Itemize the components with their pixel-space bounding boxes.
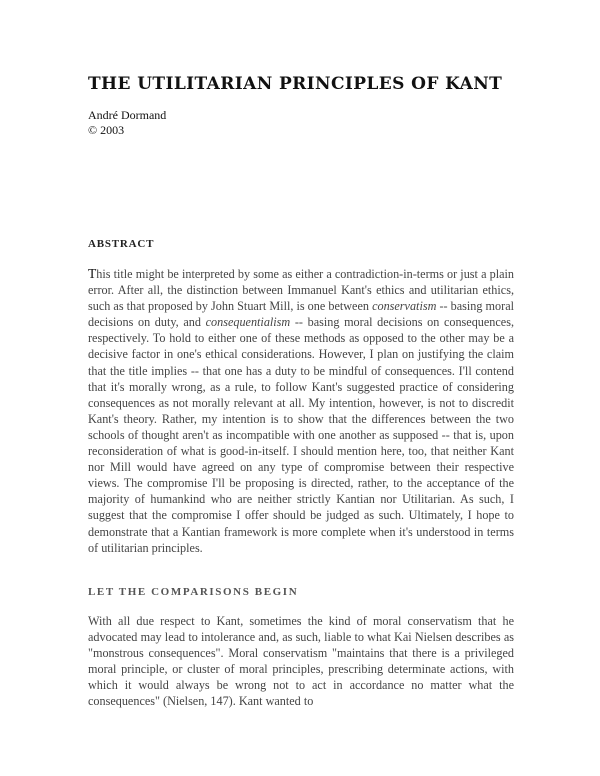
abstract-paragraph xyxy=(88,266,514,556)
document-title: THE UTILITARIAN PRINCIPLES OF KANT xyxy=(88,74,503,94)
section-paragraph: With all due respect to Kant, sometimes the kind of moral conservatism that he advocated may lead to intolerance and, as such, liable to what Kai Nielsen describes as "monstrous consequences". Moral conservatism "maintains that there is a privileged moral principle, or cluster of moral principles, prescribing determinate actions, with which it would always be wrong not to act in accordance no matter what the consequences" (Nielsen, 147). Kant wanted to xyxy=(88,614,514,709)
copyright-line: © 2003 xyxy=(88,123,125,137)
abstract-text-2: -- basing moral decisions on duty, and xyxy=(88,299,514,330)
abstract-first-letter: T xyxy=(88,266,97,281)
term-consequentialism: consequentialism xyxy=(205,315,291,330)
author-name: André Dormand xyxy=(88,108,167,122)
section-heading: LET THE COMPARISONS BEGIN xyxy=(88,586,299,598)
term-conservatism: conservatism xyxy=(372,299,437,314)
abstract-text-3: -- basing moral decisions on consequences, respectively. To hold to either one of these methods as opposed to the other may be a decisive factor in one's ethical considerations. However, I plan on justifying the claim that the title implies -- that one has a duty to be mindful of consequences. I'll contend that it's morally wrong, as a rule, to follow Kant's suggested practice of considering consequences as not morally relevant at all. My intention, however, is not to discredit Kant's theory. Rather, my intention is to show that the differences between the two schools of thought aren't as incompatible with one another as supposed -- that is, upon reconsideration of what is good-in-itself. I should mention here, too, that neither Kant nor Mill would have agreed on any type of compromise between their respective views. The compromise I'll be proposing is directed, rather, to the acceptance of the majority of humankind who are neither strictly Kantian nor Utilitarian. As such, I suggest that the compromise I offer should be judged as such. Ultimately, I hope to demonstrate that a Kantian framework is more complete when it's understood in terms of utilitarian principles. xyxy=(88,315,514,555)
abstract-heading: ABSTRACT xyxy=(88,238,155,250)
abstract-text-1: his title might be interpreted by some as either a contradiction-in-terms or just a plain error. After all, the distinction between Immanuel Kant's ethics and utilitarian ethics, such as that proposed by John Stuart Mill, is one between xyxy=(88,267,514,314)
author-block xyxy=(88,108,166,138)
